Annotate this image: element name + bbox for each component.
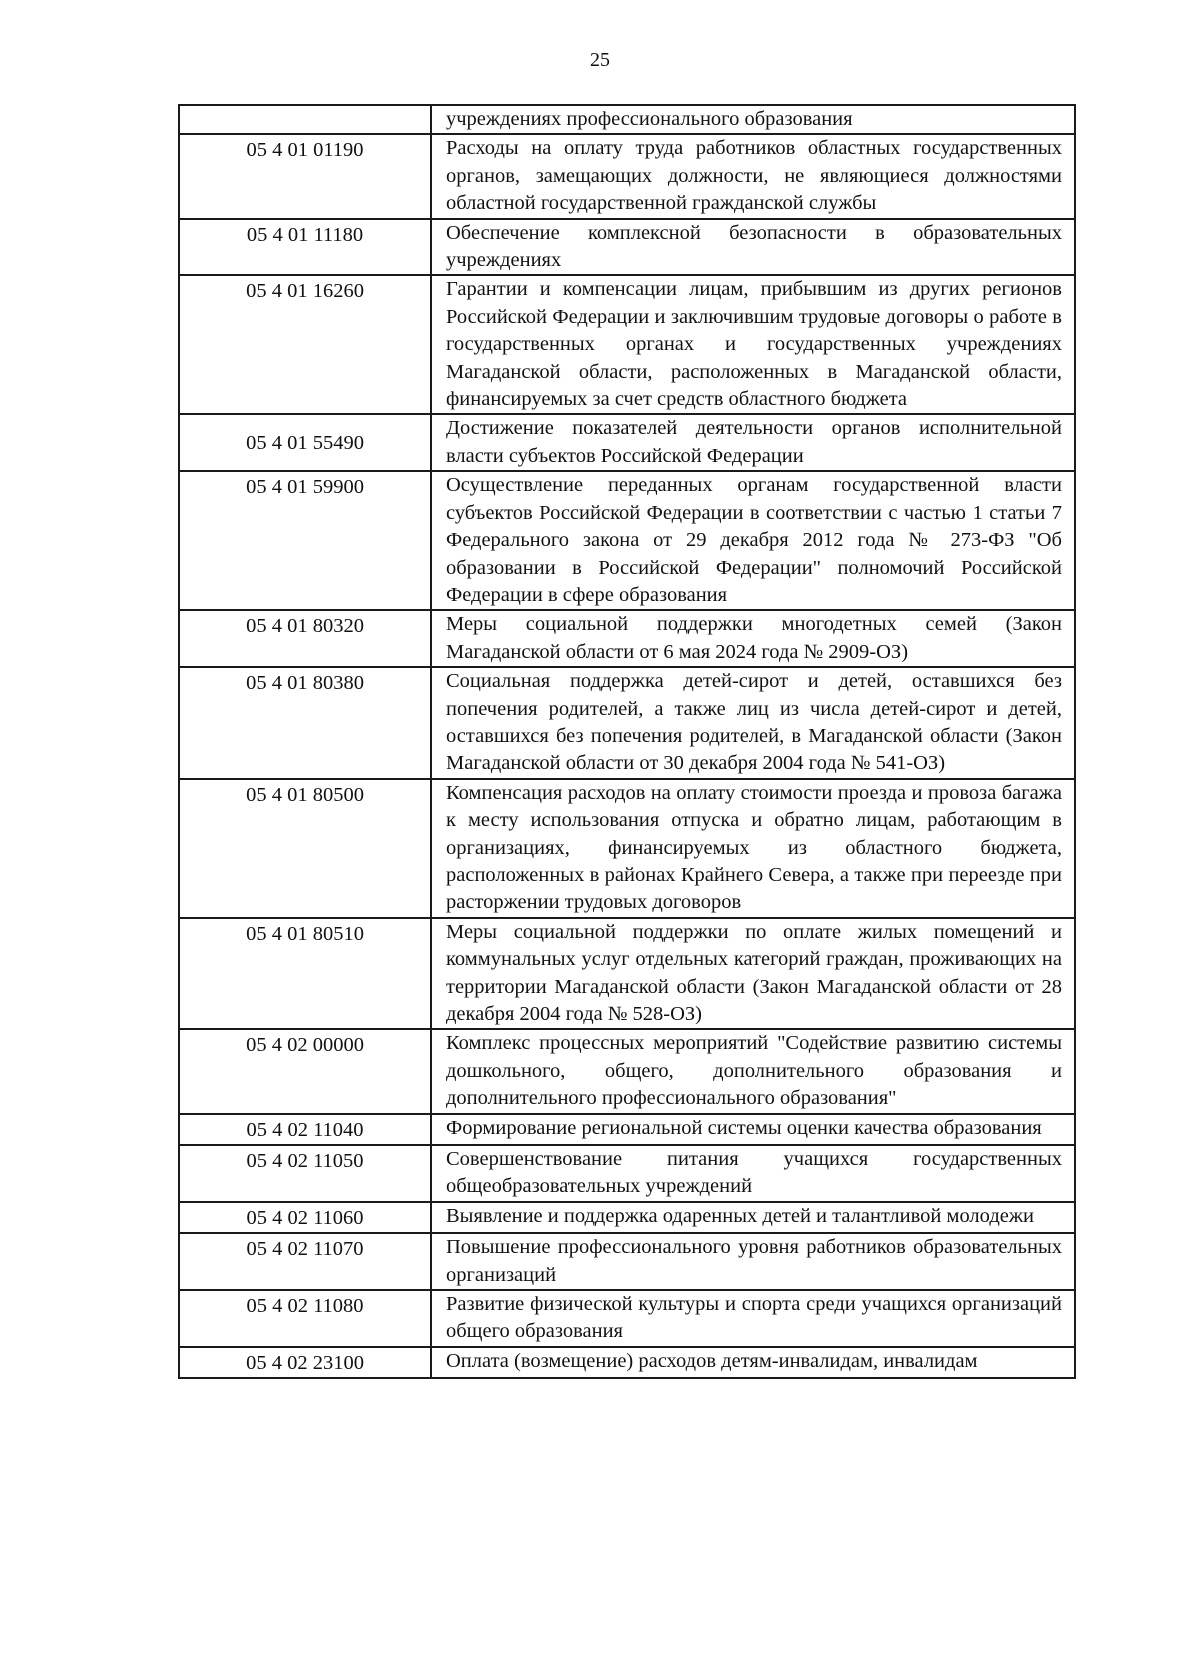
description-cell: Оплата (возмещение) расходов детям-инвалидам, инвалидам — [431, 1347, 1075, 1378]
description-cell: Меры социальной поддержки по оплате жилых помещений и коммунальных услуг отдельных категорий граждан, проживающих на территории Магаданской области (Закон Магаданской области от 28 декабря 2004 года № 528-ОЗ) — [431, 918, 1075, 1030]
page-number: 25 — [590, 49, 610, 71]
budget-code-cell: 05 4 01 80500 — [179, 779, 431, 918]
table-row — [179, 471, 1075, 610]
budget-code-cell: 05 4 02 11040 — [179, 1114, 431, 1145]
table-row — [179, 1347, 1075, 1378]
description-cell: Осуществление переданных органам государственной власти субъектов Российской Федерации в соответствии с частью 1 статьи 7 Федерального закона от 29 декабря 2012 года № 273-ФЗ "Об образовании в Российской Федерации" полномочий Российской Федерации в сфере образования — [431, 471, 1075, 610]
description-cell: Развитие физической культуры и спорта среди учащихся организаций общего образования — [431, 1290, 1075, 1347]
budget-code-cell: 05 4 01 80510 — [179, 918, 431, 1030]
description-cell: Социальная поддержка детей-сирот и детей, оставшихся без попечения родителей, а также лиц из числа детей-сирот и детей, оставшихся без попечения родителей, в Магаданской области (Закон Магаданской области от 30 декабря 2004 года № 541-ОЗ) — [431, 667, 1075, 779]
table-row — [179, 918, 1075, 1030]
budget-code-cell: 05 4 02 23100 — [179, 1347, 431, 1378]
table-row — [179, 105, 1075, 134]
description-cell: Меры социальной поддержки многодетных семей (Закон Магаданской области от 6 мая 2024 года № 2909-ОЗ) — [431, 610, 1075, 667]
table-row — [179, 1202, 1075, 1233]
budget-code-cell: 05 4 02 11060 — [179, 1202, 431, 1233]
description-cell: Гарантии и компенсации лицам, прибывшим из других регионов Российской Федерации и заключившим трудовые договоры о работе в государственных органах и государственных учреждениях Магаданской области, расположенных в Магаданской области, финансируемых за счет средств областного бюджета — [431, 275, 1075, 414]
table-row — [179, 219, 1075, 276]
table-row — [179, 1114, 1075, 1145]
budget-code-cell — [179, 105, 431, 134]
table-row — [179, 275, 1075, 414]
classification-table — [178, 104, 1076, 1379]
table-row — [179, 1233, 1075, 1290]
table-row — [179, 667, 1075, 779]
description-cell: учреждениях профессионального образования — [431, 105, 1075, 134]
description-cell: Достижение показателей деятельности органов исполнительной власти субъектов Российской Федерации — [431, 414, 1075, 471]
description-cell: Комплекс процессных мероприятий "Содействие развитию системы дошкольного, общего, дополнительного образования и дополнительного профессионального образования" — [431, 1029, 1075, 1113]
table-row — [179, 610, 1075, 667]
description-cell: Совершенствование питания учащихся государственных общеобразовательных учреждений — [431, 1145, 1075, 1202]
budget-code-cell: 05 4 01 80320 — [179, 610, 431, 667]
table-row — [179, 134, 1075, 218]
description-cell: Обеспечение комплексной безопасности в образовательных учреждениях — [431, 219, 1075, 276]
table-row — [179, 779, 1075, 918]
table-row — [179, 1290, 1075, 1347]
budget-code-cell: 05 4 01 11180 — [179, 219, 431, 276]
table-row — [179, 414, 1075, 471]
budget-code-cell: 05 4 02 11080 — [179, 1290, 431, 1347]
table-row — [179, 1029, 1075, 1113]
description-cell: Расходы на оплату труда работников областных государственных органов, замещающих должности, не являющиеся должностями областной государственной гражданской службы — [431, 134, 1075, 218]
budget-code-cell: 05 4 01 16260 — [179, 275, 431, 414]
budget-code-cell: 05 4 01 59900 — [179, 471, 431, 610]
description-cell: Выявление и поддержка одаренных детей и талантливой молодежи — [431, 1202, 1075, 1233]
budget-code-cell: 05 4 01 01190 — [179, 134, 431, 218]
budget-code-cell: 05 4 02 11070 — [179, 1233, 431, 1290]
budget-code-cell: 05 4 02 00000 — [179, 1029, 431, 1113]
description-cell: Компенсация расходов на оплату стоимости проезда и провоза багажа к месту использования отпуска и обратно лицам, работающим в организациях, финансируемых из областного бюджета, расположенных в районах Крайнего Севера, а также при переезде при расторжении трудовых договоров — [431, 779, 1075, 918]
description-cell: Формирование региональной системы оценки качества образования — [431, 1114, 1075, 1145]
table-row — [179, 1145, 1075, 1202]
budget-code-cell: 05 4 02 11050 — [179, 1145, 431, 1202]
budget-code-cell: 05 4 01 80380 — [179, 667, 431, 779]
description-cell: Повышение профессионального уровня работников образовательных организаций — [431, 1233, 1075, 1290]
budget-code-cell: 05 4 01 55490 — [179, 414, 431, 471]
